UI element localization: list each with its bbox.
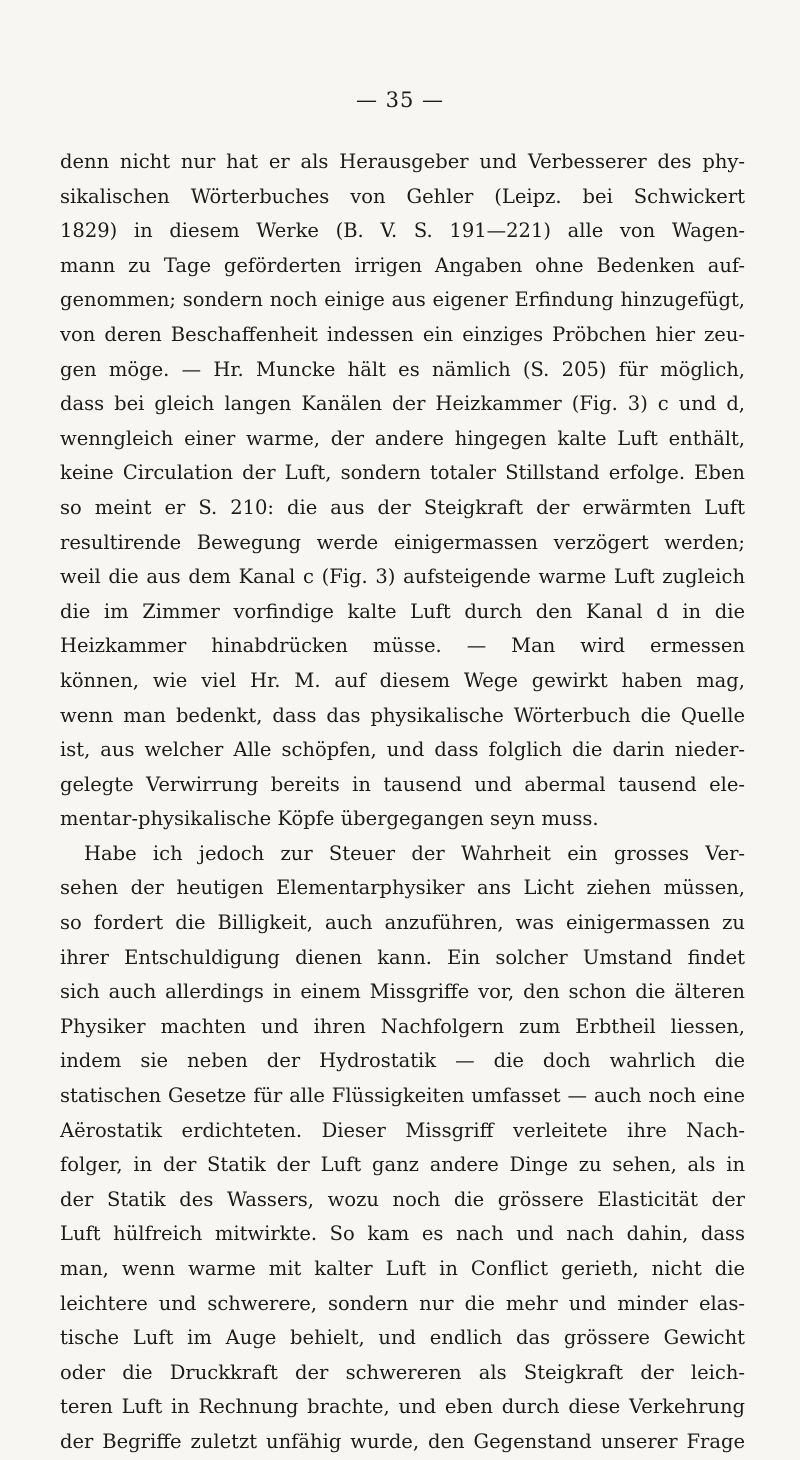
text-line: teren Luft in Rechnung brachte, und eben durch diese Verkehrung bbox=[60, 1395, 745, 1419]
text-line: wenn man bedenkt, dass das physikalische Wörterbuch die Quelle bbox=[60, 703, 745, 727]
text-line: von deren Beschaffenheit indessen ein einziges Pröbchen hier zeu- bbox=[60, 322, 745, 346]
text-line: oder die Druckkraft der schwereren als Steigkraft der leich- bbox=[60, 1360, 745, 1384]
text-line: gelegte Verwirrung bereits in tausend und abermal tausend ele- bbox=[60, 772, 745, 796]
body-text bbox=[60, 145, 745, 1460]
text-line: können, wie viel Hr. M. auf diesem Wege gewirkt haben mag, bbox=[60, 668, 745, 692]
text-line: mentar-physikalische Köpfe übergegangen seyn muss. bbox=[60, 807, 599, 831]
text-line: so fordert die Billigkeit, auch anzuführen, was einigermassen zu bbox=[60, 911, 745, 935]
text-line: tische Luft im Auge behielt, und endlich das grössere Gewicht bbox=[60, 1326, 745, 1350]
text-line: die im Zimmer vorfindige kalte Luft durch den Kanal d in die bbox=[60, 599, 745, 623]
text-line: 1829) in diesem Werke (B. V. S. 191—221) alle von Wagen- bbox=[60, 219, 745, 243]
text-line: ist, aus welcher Alle schöpfen, und dass folglich die darin nieder- bbox=[60, 738, 745, 762]
text-line: Heizkammer hinabdrücken müsse. — Man wird ermessen bbox=[60, 634, 745, 658]
text-line: leichtere und schwerere, sondern nur die mehr und minder elas- bbox=[60, 1291, 745, 1315]
text-line: sich auch allerdings in einem Missgriffe vor, den schon die älteren bbox=[60, 980, 745, 1004]
text-line: sehen der heutigen Elementarphysiker ans Licht ziehen müssen, bbox=[60, 876, 745, 900]
text-line: resultirende Bewegung werde einigermassen verzögert werden; bbox=[60, 530, 745, 554]
page-number: — 35 — bbox=[355, 88, 445, 112]
text-line: folger, in der Statik der Luft ganz andere Dinge zu sehen, als in bbox=[60, 1153, 745, 1177]
text-line: man, wenn warme mit kalter Luft in Conflict gerieth, nicht die bbox=[60, 1257, 745, 1280]
text-line: weil die aus dem Kanal c (Fig. 3) aufsteigende warme Luft zugleich bbox=[60, 565, 745, 589]
text-line: der Statik des Wassers, wozu noch die grössere Elasticität der bbox=[60, 1187, 745, 1211]
text-line: Physiker machten und ihren Nachfolgern zum Erbtheil liessen, bbox=[60, 1014, 745, 1038]
text-line: Habe ich jedoch zur Steuer der Wahrheit ein grosses Ver- bbox=[84, 841, 745, 865]
text-line: sikalischen Wörterbuches von Gehler (Leipz. bei Schwickert bbox=[60, 184, 745, 208]
text-line: indem sie neben der Hydrostatik — die doch wahrlich die bbox=[60, 1049, 745, 1073]
text-line: statischen Gesetze für alle Flüssigkeiten umfasset — auch noch eine bbox=[60, 1084, 745, 1108]
text-line: keine Circulation der Luft, sondern totaler Stillstand erfolge. Eben bbox=[60, 461, 745, 485]
text-line: so meint er S. 210: die aus der Steigkraft der erwärmten Luft bbox=[60, 495, 745, 519]
text-line: genommen; sondern noch einige aus eigener Erfindung hinzugefügt, bbox=[60, 288, 745, 312]
text-line: der Begriffe zuletzt unfähig wurde, den Gegenstand unserer Frage bbox=[60, 1429, 745, 1453]
text-line: dass bei gleich langen Kanälen der Heizkammer (Fig. 3) c und d, bbox=[60, 392, 745, 416]
text-line: wenngleich einer warme, der andere hingegen kalte Luft enthält, bbox=[60, 426, 745, 450]
text-line: mann zu Tage geförderten irrigen Angaben ohne Bedenken auf- bbox=[60, 253, 745, 277]
text-line: denn nicht nur hat er als Herausgeber und Verbesserer des phy- bbox=[60, 150, 745, 173]
text-line: Luft hülfreich mitwirkte. So kam es nach und nach dahin, dass bbox=[60, 1222, 745, 1246]
text-line: ihrer Entschuldigung dienen kann. Ein solcher Umstand findet bbox=[60, 945, 745, 969]
text-line: Aërostatik erdichteten. Dieser Missgriff verleitete ihre Nach- bbox=[60, 1118, 745, 1142]
text-line: gen möge. — Hr. Muncke hält es nämlich (S. 205) für möglich, bbox=[60, 357, 745, 381]
